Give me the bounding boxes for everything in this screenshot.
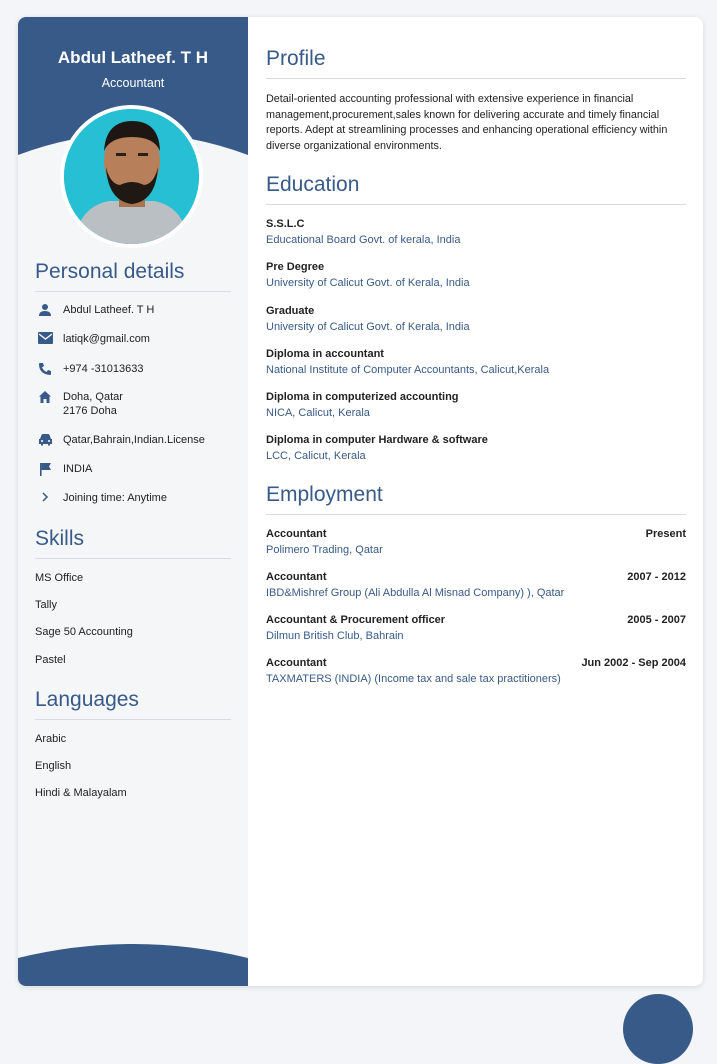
language-item: Hindi & Malayalam bbox=[35, 787, 127, 799]
employment-entry bbox=[266, 528, 686, 556]
personal-item-name: Abdul Latheef. T H bbox=[35, 303, 154, 317]
home-icon bbox=[35, 390, 55, 404]
flag-icon bbox=[35, 462, 55, 476]
resume-page bbox=[18, 17, 703, 986]
personal-item-joining: Joining time: Anytime bbox=[35, 491, 167, 505]
skill-item: MS Office bbox=[35, 572, 84, 584]
education-entry bbox=[266, 305, 686, 333]
employment-title: Employment bbox=[266, 483, 686, 515]
employment-dates: 2005 - 2007 bbox=[627, 614, 686, 626]
employment-company: Dilmun British Club, Bahrain bbox=[266, 630, 404, 642]
mail-icon bbox=[35, 332, 55, 346]
skill-item: Sage 50 Accounting bbox=[35, 626, 133, 638]
education-institution: LCC, Calicut, Kerala bbox=[266, 450, 366, 462]
education-degree: Diploma in computer Hardware & software bbox=[266, 434, 488, 446]
education-entry bbox=[266, 261, 686, 289]
employment-dates: Present bbox=[645, 528, 686, 540]
chevron-right-icon bbox=[35, 491, 55, 505]
languages-section bbox=[35, 688, 231, 799]
education-institution: Educational Board Govt. of kerala, India bbox=[266, 234, 461, 246]
personal-details-section bbox=[35, 260, 231, 504]
personal-item-address bbox=[35, 390, 123, 418]
education-institution: University of Calicut Govt. of Kerala, India bbox=[266, 277, 470, 289]
languages-title: Languages bbox=[35, 688, 231, 720]
language-item: English bbox=[35, 760, 72, 772]
address-line-2: 2176 Doha bbox=[63, 405, 117, 417]
personal-item-nationality: INDIA bbox=[35, 462, 92, 476]
candidate-role: Accountant bbox=[101, 76, 165, 90]
education-institution: NICA, Calicut, Kerala bbox=[266, 407, 370, 419]
education-institution: University of Calicut Govt. of Kerala, India bbox=[266, 321, 470, 333]
education-degree: Diploma in accountant bbox=[266, 348, 384, 360]
car-icon bbox=[35, 433, 55, 447]
profile-photo bbox=[60, 105, 203, 248]
employment-entry bbox=[266, 657, 686, 685]
skills-section bbox=[35, 527, 231, 666]
employment-company: Polimero Trading, Qatar bbox=[266, 544, 383, 556]
personal-details-title: Personal details bbox=[35, 260, 231, 292]
education-degree: Graduate bbox=[266, 305, 315, 317]
candidate-name: Abdul Latheef. T H bbox=[57, 48, 209, 67]
personal-item-phone: +974 -31013633 bbox=[35, 362, 143, 376]
employment-dates: Jun 2002 - Sep 2004 bbox=[581, 657, 686, 669]
education-title: Education bbox=[266, 173, 686, 205]
employment-entry bbox=[266, 571, 686, 599]
employment-position: Accountant & Procurement officer bbox=[266, 614, 446, 626]
personal-item-license: Qatar,Bahrain,Indian.License bbox=[35, 433, 205, 447]
education-degree: Diploma in computerized accounting bbox=[266, 391, 459, 403]
education-entry bbox=[266, 391, 686, 419]
education-entry bbox=[266, 434, 686, 462]
education-entry bbox=[266, 348, 686, 376]
sidebar-footer-band bbox=[18, 936, 248, 986]
employment-company: TAXMATERS (INDIA) (Income tax and sale tax practitioners) bbox=[266, 673, 561, 685]
skills-title: Skills bbox=[35, 527, 231, 559]
employment-position: Accountant bbox=[266, 571, 327, 583]
employment-position: Accountant bbox=[266, 657, 327, 669]
employment-dates: 2007 - 2012 bbox=[627, 571, 686, 583]
phone-icon bbox=[35, 362, 55, 376]
skill-item: Pastel bbox=[35, 654, 66, 666]
education-institution: National Institute of Computer Accountants, Calicut,Kerala bbox=[266, 364, 550, 376]
profile-summary: Detail-oriented accounting professional with extensive experience in financial management,procurement,sales known for delivering accurate and timely financial reports. Adept at streamlining processes and enhancing operational efficiency within diverse organizational environments. bbox=[266, 93, 668, 152]
avatar bbox=[64, 109, 199, 244]
employment-entry bbox=[266, 614, 686, 642]
personal-item-email: latiqk@gmail.com bbox=[35, 332, 150, 346]
language-item: Arabic bbox=[35, 733, 67, 745]
skill-item: Tally bbox=[35, 599, 58, 611]
sidebar bbox=[18, 17, 248, 986]
education-entry bbox=[266, 218, 686, 246]
education-degree: S.S.L.C bbox=[266, 218, 305, 230]
education-degree: Pre Degree bbox=[266, 261, 325, 273]
employment-position: Accountant bbox=[266, 528, 327, 540]
floating-action-button[interactable] bbox=[623, 994, 693, 1064]
employment-company: IBD&Mishref Group (Ali Abdulla Al Misnad Company) ), Qatar bbox=[266, 587, 565, 599]
address-line-1: Doha, Qatar bbox=[63, 391, 123, 403]
profile-title: Profile bbox=[266, 47, 686, 79]
person-icon bbox=[35, 303, 55, 317]
